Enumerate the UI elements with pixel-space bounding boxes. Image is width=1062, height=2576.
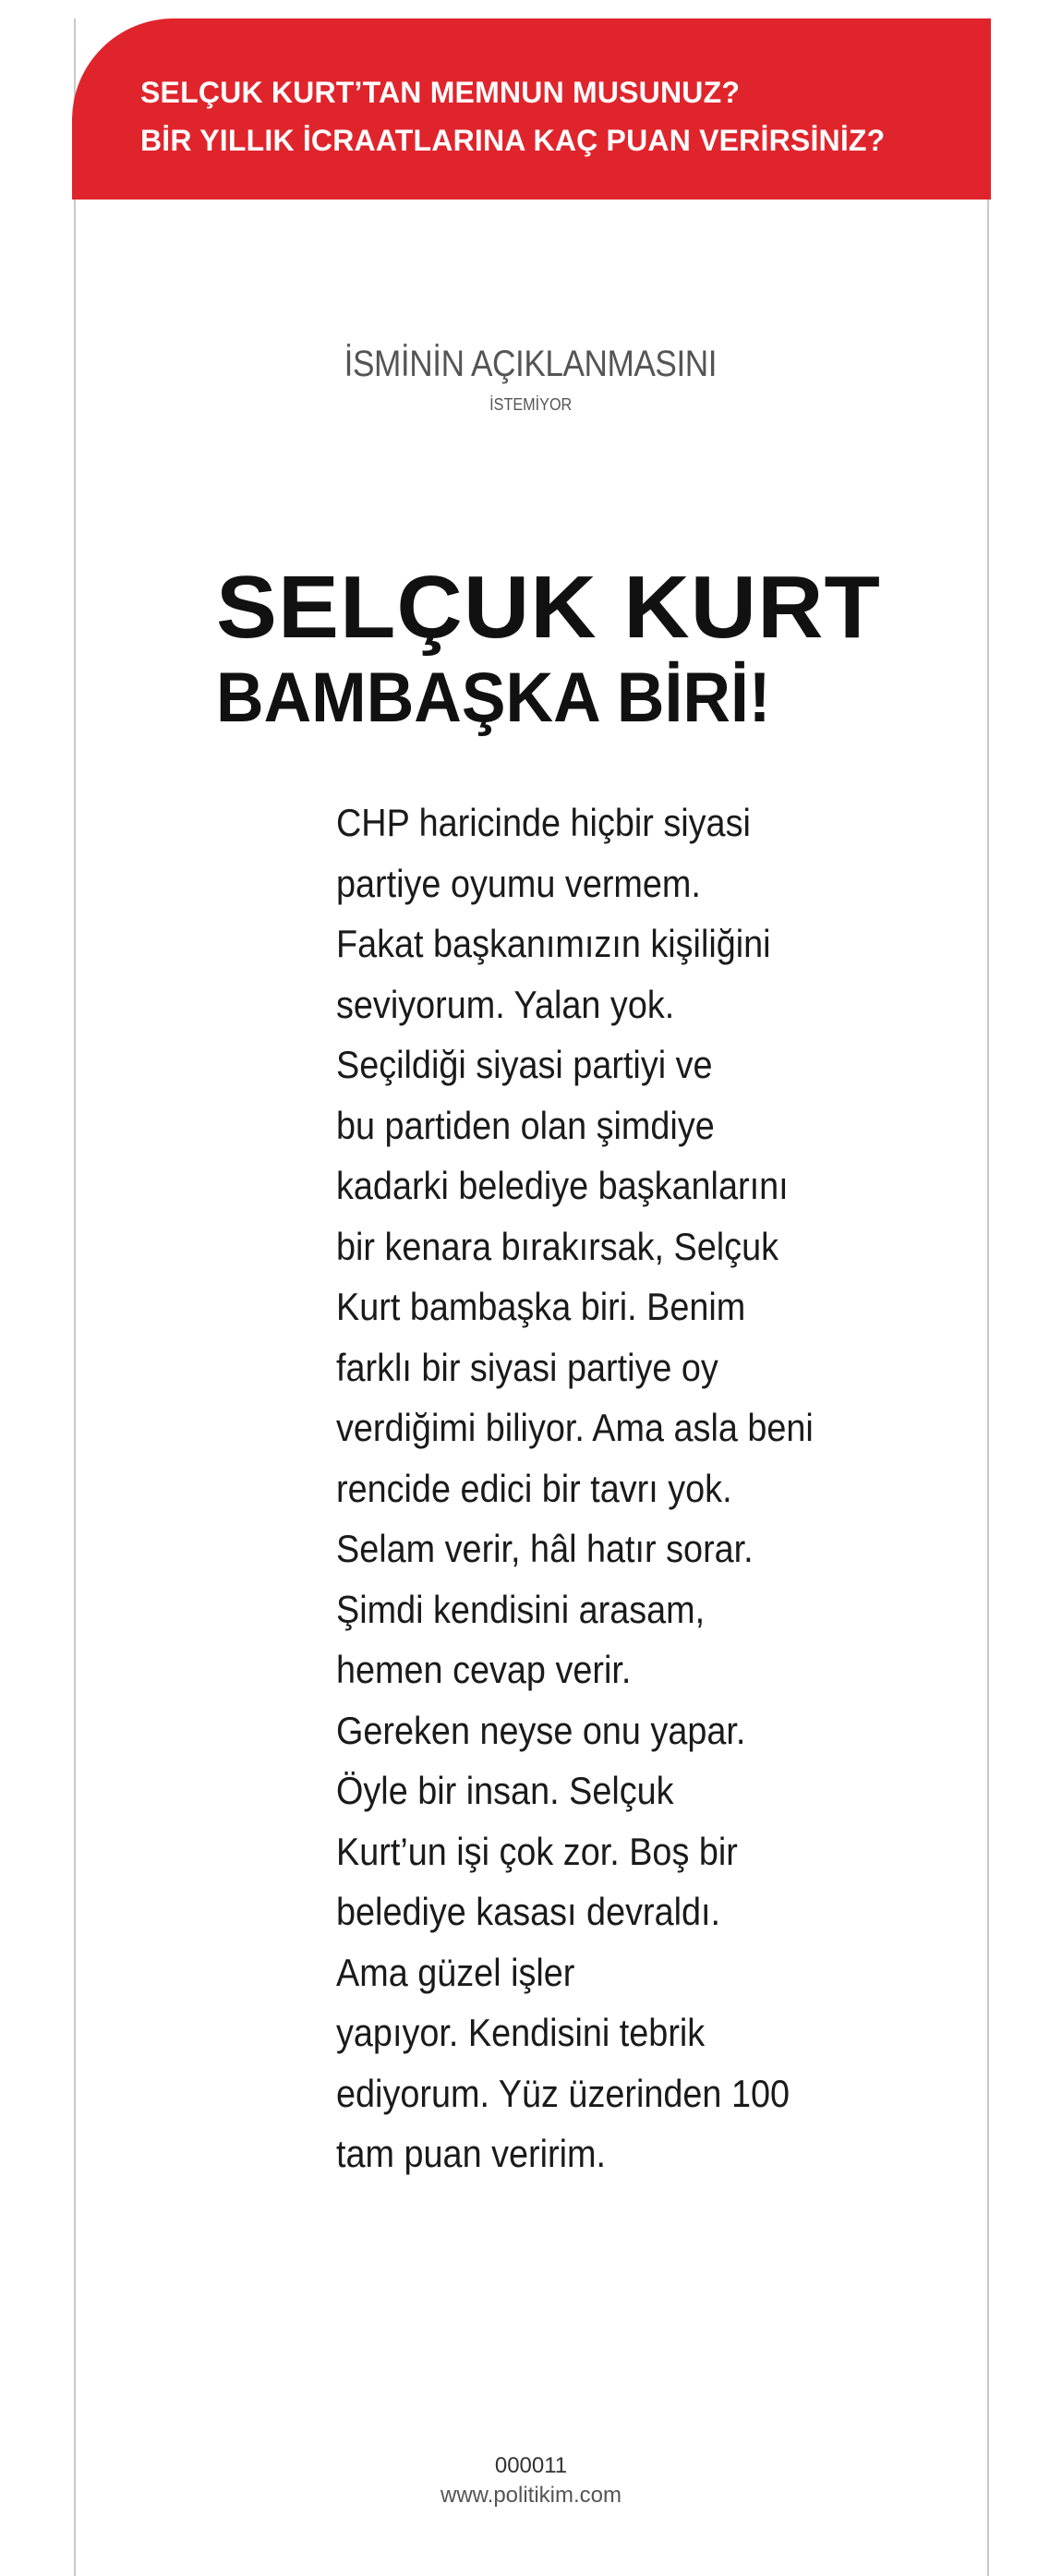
quote-line: CHP haricinde hiçbir siyasi [336,801,751,844]
quote-line: yapıyor. Kendisini tebrik [336,2011,706,2054]
quote-line: Gereken neyse onu yapar. [336,1708,746,1752]
quote-line: partiye oyumu vermem. [336,861,701,905]
quote-line: Ama güzel işler [336,1950,575,1994]
quote-line: Seçildiği siyasi partiyi ve [336,1043,713,1086]
quote-line: bu partiden olan şimdiye [336,1103,715,1147]
quote-body [336,792,909,2184]
quote-line: Kurt’un işi çok zor. Boş bir [336,1829,738,1873]
footer-website-link[interactable]: www.politikim.com [440,2483,622,2508]
quote-line: rencide edici bir tavrı yok. [336,1466,732,1510]
quote-line: seviyorum. Yalan yok. [336,982,675,1026]
headline-title: SELÇUK KURT [216,558,881,657]
headline-subtitle: BAMBAŞKA BİRİ! [216,659,771,737]
quote-line: Fakat başkanımızın kişiliğini [336,922,771,965]
quote-line: ediyorum. Yüz üzerinden 100 [336,2071,790,2115]
quote-line: kadarki belediye başkanlarını [336,1164,789,1207]
quote-line: tam puan veririm. [336,2132,606,2175]
banner-question-line-1: SELÇUK KURT’TAN MEMNUN MUSUNUZ? [140,76,741,109]
question-banner [72,18,991,200]
respondent-subtitle: İSTEMİYOR [489,395,573,414]
banner-question-line-2: BİR YILLIK İCRAATLARINA KAÇ PUAN VERİRSİNİZ? [140,124,886,157]
quote-line: verdiğimi biliyor. Ama asla beni [336,1406,814,1449]
quote-line: farklı bir siyasi partiye oy [336,1345,718,1389]
quote-line: Selam verir, hâl hatır sorar. [336,1527,754,1570]
quote-line: hemen cevap verir. [336,1648,632,1691]
quote-line: belediye kasası devraldı. [336,1890,721,1933]
quote-line: bir kenara bırakırsak, Selçuk [336,1224,778,1268]
quote-line: Kurt bambaşka biri. Benim [336,1285,746,1328]
quote-line: Öyle bir insan. Selçuk [336,1769,674,1812]
footer-code: 000011 [494,2453,568,2478]
respondent-name: İSMİNİN AÇIKLANMASINI [344,344,718,384]
quote-line: Şimdi kendisini arasam, [336,1587,706,1631]
